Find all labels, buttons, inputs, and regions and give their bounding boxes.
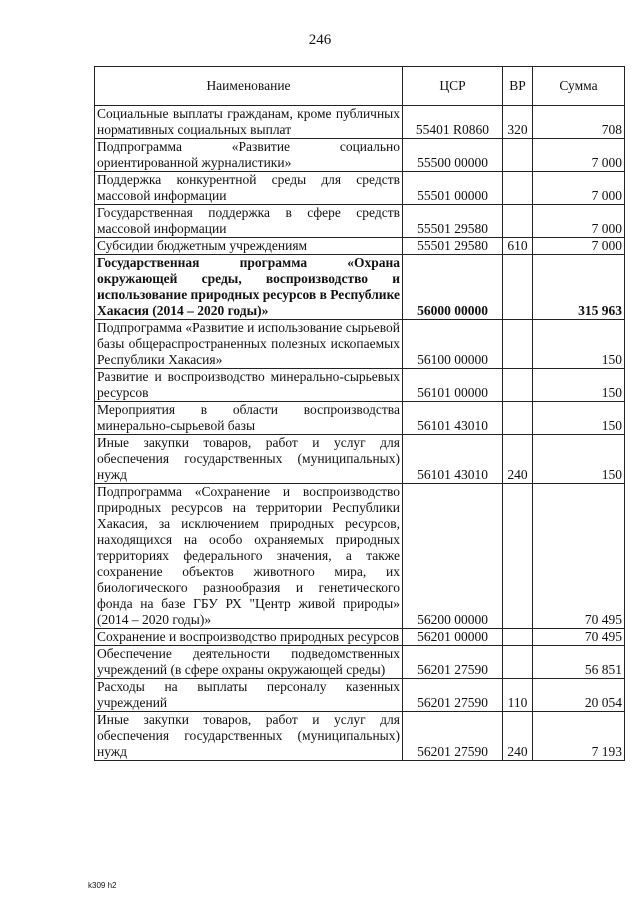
row-sum: 150 <box>533 402 625 435</box>
table-row <box>95 369 625 402</box>
table-row <box>95 435 625 484</box>
table-row <box>95 712 625 761</box>
row-csr: 56101 43010 <box>403 435 503 484</box>
table-row <box>95 629 625 646</box>
row-sum: 7 000 <box>533 205 625 238</box>
row-name: Социальные выплаты гражданам, кроме публичных нормативных социальных выплат <box>95 106 403 139</box>
table-row <box>95 106 625 139</box>
row-sum: 150 <box>533 435 625 484</box>
row-name: Государственная поддержка в сфере средств массовой информации <box>95 205 403 238</box>
table-row <box>95 679 625 712</box>
row-csr: 56201 27590 <box>403 646 503 679</box>
table-row <box>95 238 625 255</box>
table-row <box>95 402 625 435</box>
row-csr: 56101 43010 <box>403 402 503 435</box>
row-vr: 240 <box>503 712 533 761</box>
row-name: Развитие и воспроизводство минерально-сырьевых ресурсов <box>95 369 403 402</box>
row-csr: 55501 29580 <box>403 205 503 238</box>
row-csr: 56200 00000 <box>403 484 503 629</box>
row-csr: 55500 00000 <box>403 139 503 172</box>
row-name: Поддержка конкурентной среды для средств массовой информации <box>95 172 403 205</box>
row-vr <box>503 255 533 320</box>
row-name: Подпрограмма «Развитие социально ориентированной журналистики» <box>95 139 403 172</box>
header-sum: Сумма <box>533 67 625 106</box>
row-vr: 110 <box>503 679 533 712</box>
header-csr: ЦСР <box>403 67 503 106</box>
row-csr: 56201 27590 <box>403 679 503 712</box>
row-name: Подпрограмма «Развитие и использование сырьевой базы общераспространенных полезных ископаемых Республики Хакасия» <box>95 320 403 369</box>
table-row <box>95 172 625 205</box>
row-sum: 20 054 <box>533 679 625 712</box>
row-sum: 70 495 <box>533 629 625 646</box>
row-sum: 70 495 <box>533 484 625 629</box>
table-row <box>95 484 625 629</box>
footer-code: k309 h2 <box>88 881 117 890</box>
table-row <box>95 320 625 369</box>
row-csr: 56201 00000 <box>403 629 503 646</box>
row-name: Иные закупки товаров, работ и услуг для обеспечения государственных (муниципальных) нужд <box>95 712 403 761</box>
row-name: Подпрограмма «Сохранение и воспроизводство природных ресурсов на территории Республики Хакасия, за исключением природных ресурсов, находящихся на особо охраняемых природных территориях федерального значения, а также сохранение объектов животного мира, их биологического разнообразия и генетического фонда на базе ГБУ РХ "Центр живой природы» (2014 – 2020 годы)» <box>95 484 403 629</box>
row-sum: 708 <box>533 106 625 139</box>
table-row <box>95 139 625 172</box>
row-name: Государственная программа «Охрана окружающей среды, воспроизводство и использование природных ресурсов в Республике Хакасия (2014 – 2020 годы)» <box>95 255 403 320</box>
row-name: Иные закупки товаров, работ и услуг для обеспечения государственных (муниципальных) нужд <box>95 435 403 484</box>
table-row <box>95 205 625 238</box>
row-vr <box>503 402 533 435</box>
row-vr <box>503 172 533 205</box>
row-vr <box>503 484 533 629</box>
row-vr: 320 <box>503 106 533 139</box>
row-csr: 55401 R0860 <box>403 106 503 139</box>
row-sum: 7 000 <box>533 172 625 205</box>
row-csr: 55501 29580 <box>403 238 503 255</box>
page-number: 246 <box>308 32 332 48</box>
row-vr <box>503 139 533 172</box>
row-sum: 56 851 <box>533 646 625 679</box>
header-vr: ВР <box>503 67 533 106</box>
row-csr: 56100 00000 <box>403 320 503 369</box>
row-sum: 7 000 <box>533 139 625 172</box>
row-name: Расходы на выплаты персоналу казенных учреждений <box>95 679 403 712</box>
row-sum: 150 <box>533 320 625 369</box>
row-vr: 240 <box>503 435 533 484</box>
row-vr <box>503 646 533 679</box>
row-vr <box>503 369 533 402</box>
row-vr <box>503 320 533 369</box>
row-sum: 315 963 <box>533 255 625 320</box>
row-vr: 610 <box>503 238 533 255</box>
row-csr: 55501 00000 <box>403 172 503 205</box>
header-name: Наименование <box>95 67 403 106</box>
row-sum: 7 000 <box>533 238 625 255</box>
row-vr <box>503 205 533 238</box>
row-csr: 56201 27590 <box>403 712 503 761</box>
row-sum: 7 193 <box>533 712 625 761</box>
row-name: Сохранение и воспроизводство природных ресурсов <box>95 629 403 646</box>
row-name: Мероприятия в области воспроизводства минерально-сырьевой базы <box>95 402 403 435</box>
row-name: Обеспечение деятельности подведомственных учреждений (в сфере охраны окружающей среды) <box>95 646 403 679</box>
row-vr <box>503 629 533 646</box>
row-sum: 150 <box>533 369 625 402</box>
budget-table <box>94 66 625 761</box>
table-header-row <box>95 67 625 106</box>
row-name: Субсидии бюджетным учреждениям <box>95 238 403 255</box>
row-csr: 56000 00000 <box>403 255 503 320</box>
table-row <box>95 255 625 320</box>
table-row <box>95 646 625 679</box>
row-csr: 56101 00000 <box>403 369 503 402</box>
